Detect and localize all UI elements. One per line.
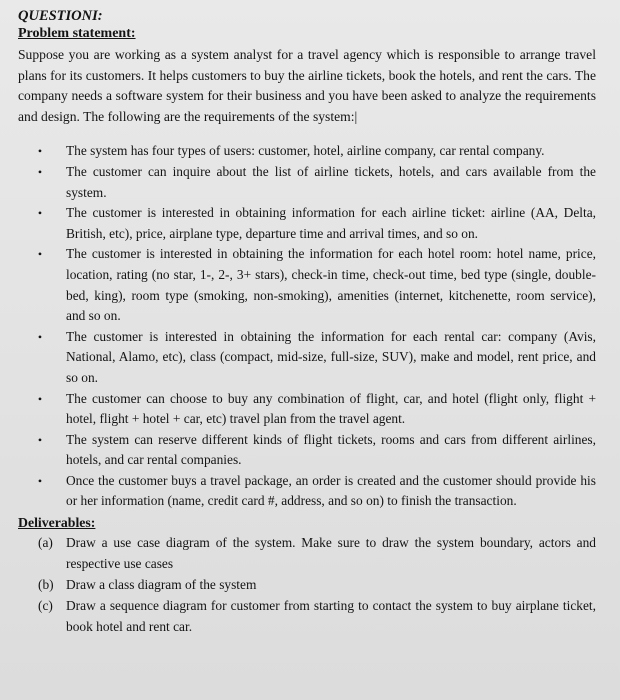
list-item-text: The system has four types of users: customer, hotel, airline company, car rental company. [66, 143, 545, 159]
bullet-icon: • [37, 247, 43, 262]
bullet-icon: • [37, 473, 43, 488]
intro-text: Suppose you are working as a system analyst for a travel agency which is responsible to arrange travel plans for its customers. It helps customers to buy the airline tickets, book the hotels, and rent the cars. The company needs a software system for their business and you have been asked to analyze the requirements and design. The following are the requirements of the system: [18, 47, 596, 124]
bullet-icon: • [37, 144, 43, 159]
deliverable-label: (c) [38, 598, 53, 614]
question-heading: QUESTIONI: [18, 8, 103, 24]
list-item-text: Once the customer buys a travel package, an order is created and the customer should provide his or her information (name, credit card #, address, and so on) to finish the transaction. [66, 472, 596, 509]
list-item-text: The customer can choose to buy any combination of flight, car, and hotel (flight only, flight + hotel, flight + hotel + car, etc) travel plan from the travel agent. [66, 390, 596, 427]
list-item [18, 389, 596, 430]
list-item-text: The customer is interested in obtaining the information for each hotel room: hotel name, price, location, rating (no star, 1-, 2-, 3+ stars), check-in time, check-out time, bed type (single, double-bed, king), room type (smoking, non-smoking), amenities (internet, kitchenette, room service), and so on. [66, 246, 596, 324]
list-item-text: The system can reserve different kinds of flight tickets, rooms and cars from different airlines, hotels, and car rental companies. [66, 431, 596, 468]
list-item-text: The customer can inquire about the list of airline tickets, hotels, and cars available from the system. [66, 163, 596, 200]
list-item [18, 203, 596, 244]
list-item [18, 162, 596, 203]
deliverable-text: Draw a use case diagram of the system. Make sure to draw the system boundary, actors and respective use cases [66, 535, 596, 572]
list-item [18, 141, 596, 162]
text-cursor: | [354, 108, 358, 124]
list-item [18, 430, 596, 471]
deliverable-label: (a) [38, 535, 53, 551]
deliverable-text: Draw a class diagram of the system [66, 577, 257, 593]
list-item [18, 471, 596, 512]
bullet-icon: • [37, 164, 43, 179]
deliverable-label: (b) [38, 577, 54, 593]
list-item [18, 327, 596, 389]
bullet-icon: • [37, 391, 43, 406]
deliverable-item [18, 574, 596, 595]
list-item [18, 244, 596, 326]
bullet-icon: • [37, 432, 43, 447]
list-item-text: The customer is interested in obtaining information for each airline ticket: airline (AA, Delta, British, etc), price, airplane type, departure time and arrival times, and so on. [66, 205, 596, 241]
list-item-text: The customer is interested in obtaining the information for each rental car: company (Avis, National, Alamo, etc), class (compact, mid-size, full-size, SUV), make and model, rent price, and so on. [66, 328, 596, 385]
deliverable-text: Draw a sequence diagram for customer from starting to contact the system to buy airplane ticket, book hotel and rent car. [66, 598, 596, 635]
deliverable-item [18, 595, 596, 637]
deliverables-list [18, 532, 596, 637]
deliverables-title: Deliverables: [18, 515, 96, 531]
problem-statement-title: Problem statement: [18, 26, 136, 41]
intro-paragraph [18, 45, 596, 127]
deliverable-item [18, 532, 596, 574]
bullet-icon: • [37, 329, 43, 344]
bullet-icon: • [37, 206, 43, 221]
requirements-list [18, 141, 596, 512]
